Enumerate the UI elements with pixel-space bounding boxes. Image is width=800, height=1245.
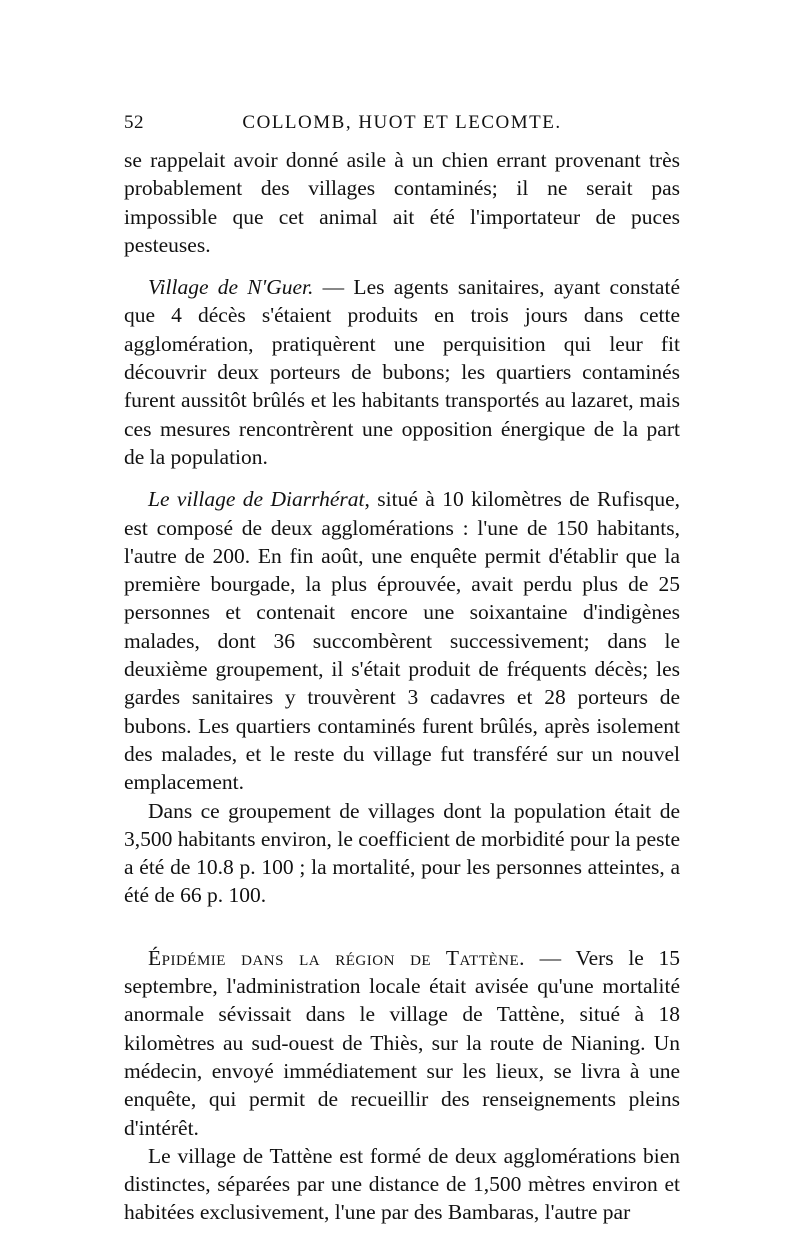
paragraph-epidemic-tattene: [124, 944, 680, 1142]
paragraph-text: Dans ce groupement de villages dont la population était de 3,500 habitants environ, le coefficient de morbidité pour la peste a été de 10.8 p. 100 ; la mortalité, pour les personnes atteintes, a été de 66 p. 100.: [124, 798, 680, 908]
paragraph-village-diarrherat: [124, 485, 680, 796]
paragraph-lead-italic: Village de N'Guer.: [148, 275, 314, 300]
paragraph-village-tattene: [124, 1142, 680, 1227]
body-text: [124, 146, 680, 1227]
section-heading-small-caps: Épidémie dans la région de Tattène.: [148, 945, 526, 970]
paragraph-morbidity: [124, 797, 680, 910]
paragraph-text: — Vers le 15 septembre, l'administration locale était avisée qu'une mortalité anormale sévissait dans le village de Tattène, situé à 18 kilomètres au sud-ouest de Thiès, sur la route de Nianing. Un médecin, envoyé immédiatement sur les lieux, se livra à une enquête, qui permit de recueillir des renseignements pleins d'intérêt.: [124, 945, 680, 1140]
running-title: COLLOMB, HUOT ET LECOMTE.: [242, 112, 562, 133]
paragraph-lead-italic: Le village de Diarrhérat: [148, 487, 365, 512]
paragraph-text: — Les agents sanitaires, ayant constaté que 4 décès s'étaient produits en trois jours dans cette agglomération, pratiquèrent une perquisition qui leur fit découvrir deux porteurs de bubons; les quartiers contaminés furent aussitôt brûlés et les habitants transportés au lazaret, mais ces mesures rencontrèrent une opposition énergique de la part de la population.: [124, 275, 680, 469]
paragraph-continuation: [124, 146, 680, 259]
paragraph-text: se rappelait avoir donné asile à un chien errant provenant très probablement des villages contaminés; il ne serait pas impossible que cet animal ait été l'importateur de puces pesteuses.: [124, 148, 680, 257]
page-number: 52: [124, 112, 144, 133]
paragraph-village-nguer: [124, 273, 680, 471]
paragraph-text: Le village de Tattène est formé de deux agglomérations bien distinctes, séparées par une distance de 1,500 mètres environ et habitées exclusivement, l'une par des Bambaras, l'autre par: [124, 1143, 680, 1225]
page-header: [124, 112, 680, 144]
paragraph-text: , situé à 10 kilomètres de Rufisque, est composé de deux agglomérations : l'une de 150 habitants, l'autre de 200. En fin août, une enquête permit d'établir que la première bourgade, la plus éprouvée, avait perdu plus de 25 personnes et contenait encore une soixantaine d'indigènes malades, dont 36 succombèrent successivement; dans le deuxième groupement, il s'était produit de fréquents décès; les gardes sanitaires y trouvèrent 3 cadavres et 28 porteurs de bubons. Les quartiers contaminés furent brûlés, après isolement des malades, et le reste du village fut transféré sur un nouvel emplacement.: [124, 487, 680, 795]
